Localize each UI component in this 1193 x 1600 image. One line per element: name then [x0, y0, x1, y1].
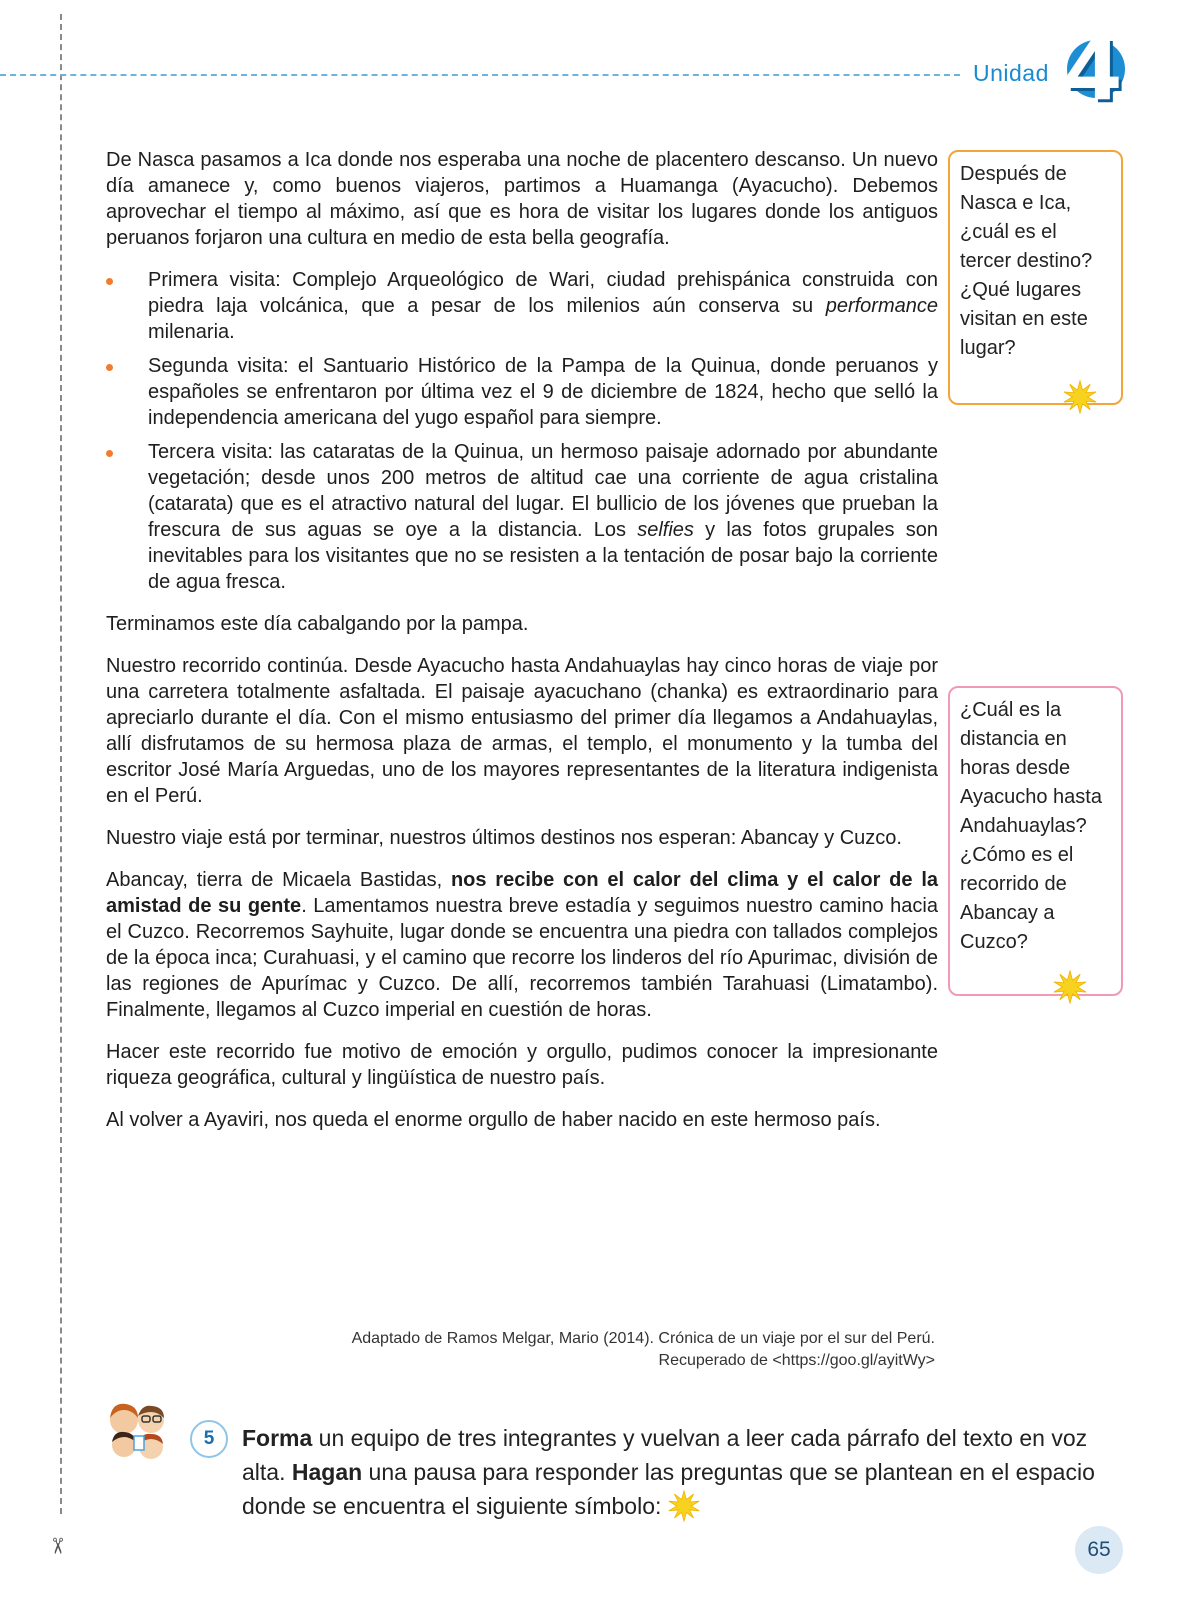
- list-item: [106, 439, 938, 595]
- paragraph: Nuestro recorrido continúa. Desde Ayacucho hasta Andahuaylas hay cinco horas de viaje por una carretera totalmente asfaltada. El paisaje ayacuchano (chanka) es extraordinario para apreciarlo durante el día. Con el mismo entusiasmo del primer día llegamos a Andahuaylas, allí disfrutamos de su hermosa plaza de armas, el templo, el monumento y la tumba del escritor José María Arguedas, uno de los mayores representantes de la literatura indigenista en el Perú.: [106, 655, 938, 807]
- visit-list: [106, 267, 938, 595]
- source-line: Recuperado de <https://goo.gl/ayitWy>: [658, 1352, 935, 1369]
- source-line: Adaptado de Ramos Melgar, Mario (2014). Crónica de un viaje por el sur del Perú.: [351, 1330, 935, 1347]
- activity-number-badge: 5: [190, 1420, 228, 1458]
- paragraph: De Nasca pasamos a Ica donde nos esperaba una noche de placentero descanso. Un nuevo día amanece y, como buenos viajeros, partimos a Huamanga (Ayacucho). Debemos aprovechar el tiempo al máximo, así que es hora de visitar los lugares donde los antiguos peruanos forjaron una cultura en medio de esta bella geografía.: [106, 149, 938, 249]
- list-item-emphasis: performance: [825, 295, 938, 317]
- list-item: [106, 353, 938, 431]
- list-item-emphasis: selfies: [637, 519, 694, 541]
- paragraph: Al volver a Ayaviri, nos queda el enorme orgullo de haber nacido en este hermoso país.: [106, 1109, 881, 1131]
- question-text: ¿Cuál es la distancia en horas desde Ayacucho hasta Andahuaylas? ¿Cómo es el recorrido de Abancay a Cuzco?: [960, 699, 1102, 953]
- activity-instruction: [242, 1421, 1122, 1523]
- header-dashed-line: [0, 74, 960, 76]
- list-item-text: milenaria.: [148, 321, 235, 343]
- question-box-1: [948, 150, 1123, 405]
- page-number: 65: [1075, 1526, 1123, 1574]
- sunburst-star-icon: [1053, 970, 1087, 1004]
- paragraph: [106, 867, 938, 1023]
- bullet-icon: [106, 278, 113, 285]
- list-item-text: Segunda visita: el Santuario Histórico de la Pampa de la Quinua, donde peruanos y españoles se enfrentaron por última vez el 9 de diciembre de 1824, hecho que selló la independencia americana del yugo español para siempre.: [148, 355, 938, 429]
- bullet-icon: [106, 450, 113, 457]
- sunburst-star-icon: [1063, 380, 1097, 414]
- list-item-text: Primera visita: Complejo Arqueológico de Wari, ciudad prehispánica construida con piedra laja volcánica, que a pesar de los milenios aún conserva su: [148, 269, 938, 317]
- scissors-icon: ✂: [45, 1536, 71, 1556]
- unit-number: 4: [1064, 21, 1123, 119]
- paragraph-bold: nos recibe con el calor del clima y el calor de la amistad de su gente: [106, 869, 938, 917]
- sunburst-star-icon: [668, 1490, 700, 1522]
- list-item-text: y las fotos grupales son inevitables para los visitantes que no se resisten a la tentación de posar bajo la corriente de agua fresca.: [148, 519, 938, 593]
- paragraph-text: . Lamentamos nuestra breve estadía y seguimos nuestro camino hacia el Cuzco. Recorremos Sayhuite, lugar donde se encuentra una piedra con tallados complejos de la época inca; Curahuasi, y el camino que recorre los linderos del río Apurimac, división de las regiones de Apurímac y Cuzco. De allí, recorremos también Tarahuasi (Limatambo). Finalmente, llegamos al Cuzco imperial en cuestión de horas.: [106, 895, 938, 1021]
- paragraph-text: Abancay, tierra de Micaela Bastidas,: [106, 869, 451, 891]
- question-box-2: [948, 686, 1123, 996]
- students-group-icon: [104, 1398, 172, 1464]
- source-citation: [352, 1328, 935, 1372]
- paragraph: Hacer este recorrido fue motivo de emoción y orgullo, pudimos conocer la impresionante riqueza geográfica, cultural y lingüística de nuestro país.: [106, 1041, 938, 1089]
- activity-bold: Hagan: [291, 1459, 363, 1485]
- paragraph: Nuestro viaje está por terminar, nuestros últimos destinos nos esperan: Abancay y Cuzco.: [106, 827, 902, 849]
- activity-text: una pausa para responder las preguntas que se plantean en el espacio donde se encuentra el siguiente símbolo:: [242, 1459, 1095, 1519]
- list-item-text: Tercera visita: las cataratas de la Quinua, un hermoso paisaje adornado por abundante vegetación; desde unos 200 metros de altitud cae una corriente de agua cristalina (catarata) que es el atractivo natural del lugar. El bullicio de los jóvenes que prueban la frescura de sus aguas se oye a la distancia. Los: [148, 441, 938, 541]
- paragraph: Terminamos este día cabalgando por la pampa.: [106, 613, 529, 635]
- cut-line: [60, 14, 62, 1514]
- unit-label: Unidad: [973, 60, 1049, 86]
- activity-bold: Forma: [242, 1425, 313, 1451]
- list-item: [106, 267, 938, 345]
- bullet-icon: [106, 364, 113, 371]
- activity-text: un equipo de tres integrantes y vuelvan a leer cada párrafo del texto en voz alta.: [242, 1425, 1088, 1485]
- reading-text: [106, 147, 938, 1149]
- question-text: Después de Nasca e Ica, ¿cuál es el tercer destino? ¿Qué lugares visitan en este lugar?: [960, 163, 1093, 359]
